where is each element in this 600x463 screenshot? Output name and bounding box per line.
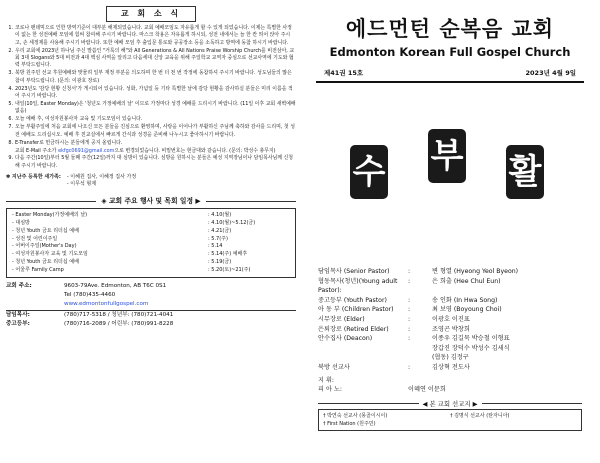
divider (316, 81, 584, 83)
news-item: 5. 내일(10일, Easter Monday)은 '청년도 가정예배의 날' 이므로 가정마다 성경 예배를 드리시기 바랍니다. (11일 이후 교회 새벽예배 없음) (8, 100, 296, 115)
news-item: 2. 우리 교회에 2023년 하나님 주신 말씀인 "거룩의 해"와 All Generations & All Nations Praise Worship Church를 비전삼아, 교회 3대 Slogans와 5대 비전과 4대 핵심 사역을 알리고 다음세대 신앙 교육을 위해 주일학교 교역자 중심으로 선교사역에 기도와 협력 부탁드립니다. (8, 47, 295, 69)
news-item: 8. E-Transfer로 헌금하시는 분들에게 공지 올립니다. (8, 139, 123, 146)
emblem-tile: 수 (350, 145, 388, 199)
church-phone: Tel (780)435-4460 (64, 292, 116, 299)
staff-row: 장갑진 장덕수 박성수 김세식 (432, 344, 510, 352)
new-members: ✽ 지난주 등록한 새가족: - 이혜원 집사, 이혜정 집사 가정 - 이무석 형제 (6, 174, 137, 188)
staff-row: (협동) 김정구 (432, 354, 469, 362)
news-item: 4. 2023년도 '감당 현황 신청서'가 게시되어 있습니다. 성화, 가념일 등 기타 특별한 날에 감당 현황을 감사하실 분들은 미리 이름을 적어 주시기 바랍니다. (8, 85, 293, 100)
news-item: 6. 오늘 예배 후, 여성자원봉사자 교육 및 기도모임이 있습니다. (8, 116, 143, 123)
emblem-tile: 활 (506, 145, 544, 199)
church-website[interactable]: www.edmontonfullgospel.com (64, 301, 149, 308)
church-name-korean: 에드먼턴 순복음 교회 (345, 17, 555, 41)
missionary-heading: ◀ 본 교회 선교지 ▶ (306, 399, 594, 408)
schedule-row: - 성전 및 어린이주일 : 5.7(주) (12, 235, 228, 242)
staff-row: 은퇴장로 (Retired Elder) : 조영곤 박창희 (318, 325, 470, 333)
email-notice: 교회 E-Mail 주소가 ekfgc0691@gmail.com으로 변경되었습니다. 비밀번호는 현금대와 같습니다. (문의: 박성수 총무지) (15, 147, 276, 154)
staff-row: 피 아 노: 이혜연 이문희 (318, 386, 446, 394)
staff-list (306, 267, 594, 395)
news-title: 교 회 소 식 (106, 6, 196, 22)
schedule-row: - 어버이주일(Mother's Day) : 5.14 (12, 243, 223, 250)
news-item: 1. 코로나 팬데믹으로 인한 방역기준이 대부분 해제되었습니다. 교회 예배모임도 자유롭게 할 수 있게 되었습니다. 이제는 특별한 사정이 없는 한 성전예배 모임에 힘써 참여해 주시기 바랍니다. 마스크 착용은 자유롭게 하시되, 성전 내에서는 늘 한 칸 띄어 앉아 주시고, 손 세정제를 사용해 주시기 바랍니다. 또한 예배 모임 후 출입문 통로와 공공장소 등을 소독하고 방역에 동참 하시기 바랍니다. (8, 25, 292, 46)
staff-row: 북방 선교사 : 김상혁 전도사 (318, 364, 470, 372)
issue-date: 2023년 4월 9일 (525, 69, 576, 77)
issue-number: 제41권 15호 (324, 69, 364, 77)
staff-row: 협동목사(청년)(Young adult Pastor): : 은 희출 (Hee Chul Eun) (318, 277, 501, 295)
news-item: 9. 다음 주간(10일)부터 5월 둘째 주간(12일)까지 대 심방이 있습니다. 심방을 원하시는 분들은 예성 지역장님이나 담임목사님께 신청해 주시기 바랍니다. (8, 155, 294, 169)
left-panel (6, 6, 296, 458)
church-info: 교회 주소: 9603-79Ave. Edmonton, AB T6C 0S1 Tel (780)435-4460 www.edmontonfullgospel.com 담임목사: (780)717-5318 / 청년부: (780)721-4041 중고등부: (780)716-2089 / 어린부: (780)991-8228 (6, 282, 296, 329)
missionary-row: † 박연숙 선교사 (몽골이시이) † 김명식 선교사 (탄자니아) (323, 412, 510, 419)
schedule-row: - Easter Monday(가정예배의 날) : 4.10(월) (12, 212, 232, 219)
emblem-tile: 부 (428, 129, 466, 183)
news-list (6, 25, 296, 147)
staff-row: 안수집사 (Deacon) : 이종우 김길묵 박승철 이형표 (318, 335, 510, 343)
schedule-row: - 어울루 Family Camp : 5.20(토)~21(주) (12, 266, 251, 273)
staff-row: 아 동 부 (Children Pastor) : 최 보영 (Boyoung Choi) (318, 306, 502, 314)
staff-row: 시무장로 (Elder) : 이광호 이진표 (318, 316, 470, 324)
schedule-box (6, 208, 296, 278)
schedule-heading: ◈ 교회 주요 행사 및 목회 일정 ▶ (6, 196, 296, 206)
staff-row: 지 휘: (318, 376, 335, 384)
schedule-row: - 대심방 : 4.10(월)~5.12(금) (12, 220, 256, 227)
staff-row: 담임목사 (Senior Pastor) : 변 형열 (Hyeong Yeol Byeon) (318, 268, 519, 275)
staff-row: 중고등부 (Youth Pastor) : 송 인화 (In Hwa Song) (318, 296, 498, 304)
emblem-group (306, 123, 594, 219)
schedule-row: - 청년 Youth 금요 리더십 예배 : 5.19(금) (12, 258, 232, 265)
church-address: 9603-79Ave. Edmonton, AB T6C 0S1 (64, 283, 167, 290)
church-name-english: Edmonton Korean Full Gospel Church (329, 45, 571, 59)
news-item: 7. 오늘 부활주일에 처음 교회에 나오신 모든 분들을 진심으로 환영하며, 사랑을 이어나가 부활하신 주님께 축하와 감사를 드리며, 첫 성전 예배도 드리십시오. 예배 후 친교실에서 빠르게 간식과 성경을 준비해 나누시고 좋아하시기 바랍니다. (8, 124, 295, 138)
email-link[interactable]: ekfgc0691@gmail.com (58, 147, 115, 154)
schedule-row: - 청년 Youth 금요 리더십 예배 : 4.21(금) (12, 227, 232, 234)
missionary-box (318, 409, 582, 431)
news-item: 3. 북방 원주민 선교 후원예배와 맞물려 일부 재정 부분을 의도하며 한 번 더 천 번 작정에 동참하셔 주시기 바랍니다. 성도님들의 많은 참여 부탁드립니다. (문의: 이광호 장로) (8, 70, 292, 84)
missionary-row: † First Nation (원주민) (323, 420, 376, 427)
right-panel (306, 6, 594, 458)
schedule-row: - 여성자원봉사자 교육 및 기도모임 : 5.14(주) 예배후 (12, 251, 248, 258)
